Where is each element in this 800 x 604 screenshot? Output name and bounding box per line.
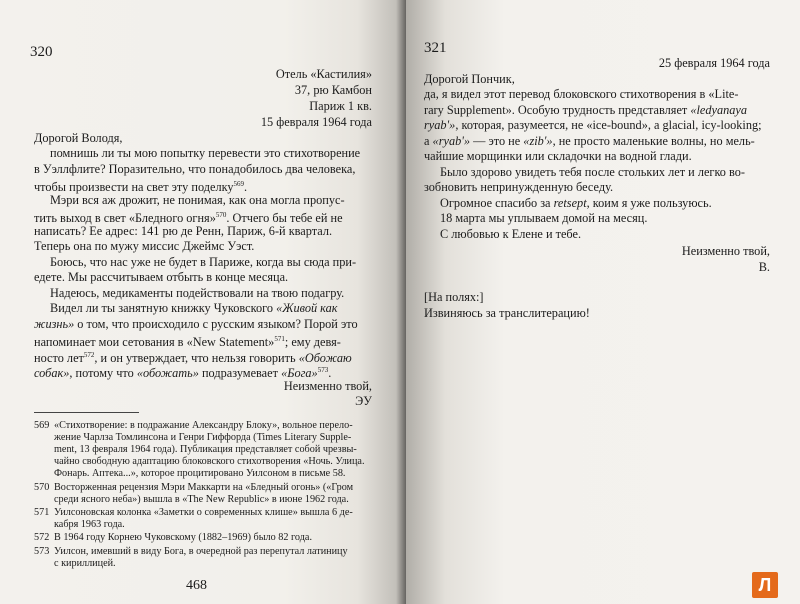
body-line: Видел ли ты занятную книжку Чуковского «Живой как: [50, 301, 338, 315]
address-line: Отель «Кастилия»: [275, 67, 372, 81]
address-line: 37, рю Камбон: [294, 83, 372, 97]
body-line: Мэри вся аж дрожит, не понимая, как она могла пропус-: [50, 193, 345, 207]
body-line: rary Supplement». Особую трудность представляет «ledyanaya: [424, 103, 748, 117]
greeting: Дорогой Володя,: [34, 131, 123, 145]
letter-date: 25 февраля 1964 года: [658, 56, 770, 70]
letter-date: 15 февраля 1964 года: [260, 115, 372, 129]
greeting: Дорогой Пончик,: [424, 72, 515, 86]
body-line: 18 марта мы уплываем домой на месяц.: [440, 211, 648, 225]
body-line: чайшие морщинки или складочки на водной глади.: [424, 149, 692, 163]
bottom-number: 468: [186, 578, 207, 593]
left-page: 320 Отель «Кастилия» 37, рю Камбон Париж 1 кв. 15 февраля 1964 года Дорогой Володя, помнишь ли ты мою попытку перевести это стихотворение в Уэллфлите? Поразительно, что понадобилось два человека, чтобы произвести на свет эту поделку$^{569}$. Мэри вся аж дрожит, не понимая, как она могла пропус- тить выход в свет «Бледного огня»$^{570}$. Отчего бы тебе ей не написать? Ее адрес: 141 рю де Ренн, Париж, 6-й квартал. Теперь она по мужу миссис Джеймс Уэст. Боюсь, что нас уже не будет в Париже, когда вы сюда при- едете. Мы рассчитываем отбыть в конце месяца. Надеюсь, медикаменты подействовали на твою подагру. Видел ли ты занятную книжку Чуковского «Живой как жизнь» о том, что происходило с русским языком? Порой это напоминает мои сетования в «New Statement»$^{571}$; ему девя- носто лет$^{572}$, и он утверждает, что нельзя говорить «Обожаю собак», потому что «обожать» подразумевает «Бога»$^{573}$. Неизменно твой, ЭУ 569 «Стихотворение: в подражание Александру Блоку», вольное перело- жение Чарлза Томлинсона и Генри Гиффорда (Times Literary Supple- ment, 13 февраля 1964 года). Публикация представляет собой чрезвы- чайно свободную адаптацию блоковского стихотворения «Ночь. Улица. Фонарь. Аптека...», которое процитировано Уилсоном в письме 58. 570 Восторженная рецензия Мэри Маккарти на «Бледный огонь» («Гром среди ясного неба») вышла в «The New Republic» в июне 1962 года. 571 Уилсоновская колонка «Заметки о современных клише» вышла 6 де- кабря 1963 года. 572 В 1964 году Корнею Чуковскому (1882–1969) было 82 года. 573 Уилсон, имевший в виду Бога, в очередной раз перепутал латиницу с кириллицей. 468: [0, 0, 406, 604]
body-line: а «ryab'» — это не «zib'», не просто маленькие волны, но мель-: [424, 134, 755, 148]
body-line: Теперь она по мужу миссис Джеймс Уэст.: [34, 239, 255, 253]
closing: Неизменно твой,: [681, 244, 770, 258]
signature: ЭУ: [355, 394, 372, 408]
closing: Неизменно твой,: [283, 379, 372, 393]
margin-label: [На полях:]: [424, 290, 484, 304]
body-line: Огромное спасибо за retsept, коим я уже пользуюсь.: [440, 196, 712, 210]
page-number-right: 321: [424, 40, 447, 56]
signature: В.: [758, 260, 770, 274]
body-line: едете. Мы рассчитываем отбыть в конце месяца.: [34, 270, 289, 284]
footnote-rule: [34, 412, 139, 413]
body-line: Надеюсь, медикаменты подействовали на твою подагру.: [50, 286, 345, 300]
body-line: написать? Ее адрес: 141 рю де Ренн, Париж, 6-й квартал.: [34, 224, 333, 238]
body-line: чтобы произвести на свет эту поделку$^{569}$.: [34, 180, 248, 195]
publisher-logo-icon: Л: [752, 572, 778, 598]
body-line: Боюсь, что нас уже не будет в Париже, когда вы сюда при-: [50, 255, 357, 269]
page-number-left: 320: [30, 44, 53, 60]
address-line: Париж 1 кв.: [309, 99, 372, 113]
body-line: тить выход в свет «Бледного огня»$^{570}$. Отчего бы тебе ей не: [34, 211, 343, 226]
body-line: напоминает мои сетования в «New Statement»$^{571}$; ему девя-: [34, 335, 341, 350]
body-line: Было здорово увидеть тебя после стольких лет и легко во-: [440, 165, 745, 179]
body-line: в Уэллфлите? Поразительно, что понадобилось два человека,: [34, 162, 356, 176]
body-line: помнишь ли ты мою попытку перевести это стихотворение: [50, 146, 361, 160]
margin-note: Извиняюсь за транслитерацию!: [424, 306, 590, 320]
body-line: ryab'», которая, разумеется, не «ice-bound», a glacial, icy-looking;: [424, 118, 762, 132]
body-line: да, я видел этот перевод блоковского стихотворения в «Lite-: [424, 87, 739, 101]
body-line: собак», потому что «обожать» подразумевает «Бога»$^{573}$.: [34, 366, 332, 381]
body-line: С любовью к Елене и тебе.: [440, 227, 582, 241]
body-line: жизнь» о том, что происходило с русским языком? Порой это: [34, 317, 358, 331]
body-line: зобновить непринужденную беседу.: [424, 180, 614, 194]
right-page: [406, 0, 800, 604]
body-line: носто лет$^{572}$, и он утверждает, что нельзя говорить «Обожаю: [34, 351, 352, 366]
